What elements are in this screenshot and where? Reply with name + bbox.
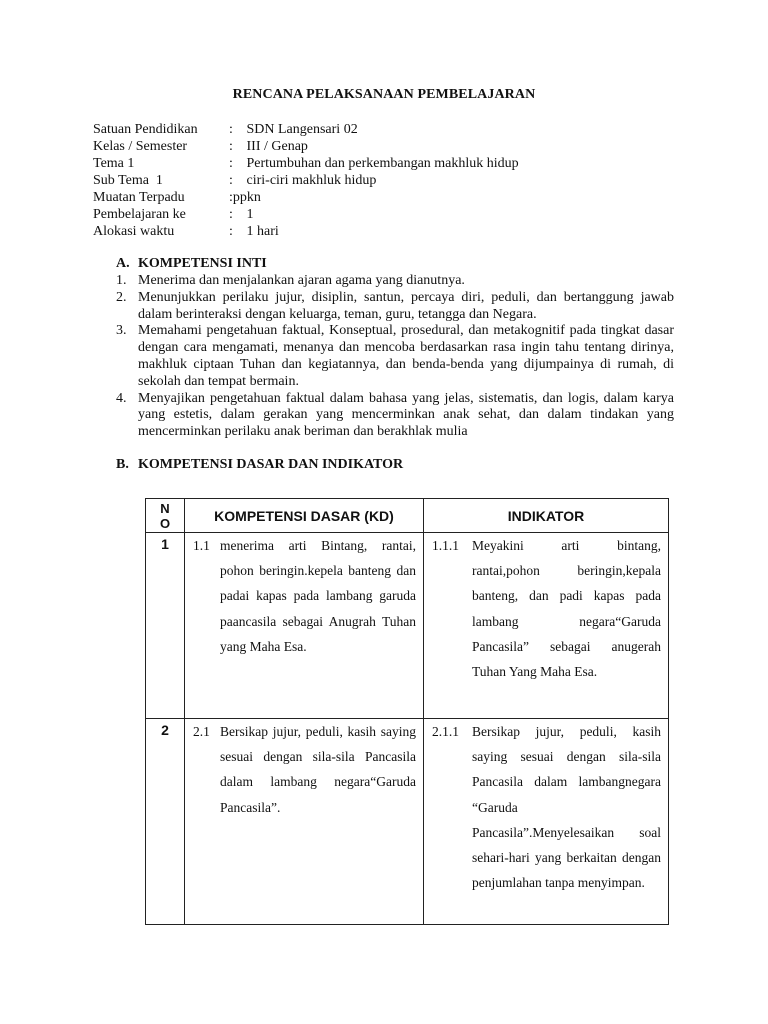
info-separator: : [229, 190, 233, 205]
section-title: KOMPETENSI DASAR DAN INDIKATOR [138, 457, 404, 472]
kd-cell [185, 719, 424, 925]
list-number: 1. [116, 273, 127, 288]
info-value: 1 [243, 207, 254, 222]
info-label: Alokasi waktu [93, 224, 175, 239]
info-value: Pertumbuhan dan perkembangan makhluk hidup [243, 156, 519, 171]
info-label: Sub Tema 1 [93, 173, 163, 188]
list-number: 4. [116, 390, 127, 406]
list-number: 3. [116, 323, 127, 339]
section-letter: B. [116, 457, 129, 472]
info-separator: : [229, 156, 233, 171]
info-label: Satuan Pendidikan [93, 122, 198, 137]
info-separator: : [229, 139, 233, 154]
info-separator: : [229, 122, 233, 137]
column-header-no [146, 499, 185, 533]
info-block [93, 121, 519, 240]
info-separator: : [229, 173, 233, 188]
list-text: Menyajikan pengetahuan faktual dalam bahasa yang jelas, sistematis, dan logis, dalam karya yang estetis, dalam gerakan yang mencerminkan anak sehat, dan dalam tindakan yang mencerminkan perilaku anak beriman dan berakhlak mulia [138, 390, 674, 440]
kd-text: menerima arti Bintang, rantai, pohon beringin.kepela banteng dan padai kapas pada lambang garuda paancasila sebagai Anugrah Tuhan yang Maha Esa. [220, 538, 416, 654]
info-label: Pembelajaran ke [93, 207, 186, 222]
indikator-number: 2.1.1 [432, 724, 459, 739]
section-letter: A. [116, 256, 130, 271]
info-row-satuan [93, 121, 519, 138]
kd-number: 1.1 [193, 538, 210, 553]
info-separator: : [229, 224, 233, 239]
indikator-cell [424, 719, 669, 925]
list-number: 2. [116, 289, 127, 305]
info-value: ppkn [232, 190, 261, 205]
list-item [116, 290, 674, 324]
column-header-indikator: INDIKATOR [424, 499, 669, 533]
kd-cell [185, 533, 424, 719]
info-row-kelas [93, 138, 519, 155]
indikator-number: 1.1.1 [432, 538, 459, 553]
info-value: III / Genap [243, 139, 308, 154]
info-separator: : [229, 207, 233, 222]
info-value: ciri-ciri makhluk hidup [243, 173, 377, 188]
kd-text: Bersikap jujur, peduli, kasih saying sesuai dengan sila-sila Pancasila dalam lambang negara“Garuda Pancasila”. [220, 724, 416, 815]
info-row-muatan [93, 189, 519, 206]
info-row-pembelajaran [93, 206, 519, 223]
kd-indikator-table [145, 498, 669, 925]
row-number: 2 [146, 719, 185, 925]
info-row-subtema [93, 172, 519, 189]
list-item [116, 323, 674, 390]
column-header-kd: KOMPETENSI DASAR (KD) [185, 499, 424, 533]
info-value: SDN Langensari 02 [243, 122, 358, 137]
info-row-tema [93, 155, 519, 172]
section-title: KOMPETENSI INTI [138, 256, 267, 271]
document-title: RENCANA PELAKSANAAN PEMBELAJARAN [232, 87, 536, 102]
list-item [116, 273, 674, 290]
row-number: 1 [146, 533, 185, 719]
info-row-alokasi [93, 223, 519, 240]
section-b-heading [116, 457, 403, 473]
list-text: Menunjukkan perilaku jujur, disiplin, santun, percaya diri, peduli, dan bertanggung jawab dalam berinteraksi dengan keluarga, teman, guru, tetangga dan Negara. [138, 289, 674, 322]
info-label: Kelas / Semester [93, 139, 188, 154]
table-row [146, 533, 669, 719]
list-text: Memahami pengetahuan faktual, Konseptual, prosedural, dan metakognitif pada tingkat dasar dengan cara mengamati, menanya dan mencoba berdasarkan rasa ingin tahu tentang dirinya, makhluk ciptaan Tuhan dan kegiatannya, dan benda-benda yang dijumpainya di rumah, di sekolah dan tempat bermain. [138, 323, 674, 389]
kompetensi-inti-list [116, 273, 674, 441]
list-text: Menerima dan menjalankan ajaran agama yang dianutnya. [138, 273, 465, 288]
info-label: Muatan Terpadu [93, 190, 185, 205]
header-no-line2: O [159, 515, 171, 531]
list-item [116, 391, 674, 441]
info-label: Tema 1 [93, 156, 135, 171]
table-header-row [146, 499, 669, 533]
section-a-heading [116, 256, 267, 272]
indikator-text: Bersikap jujur, peduli, kasih saying sesuai dengan sila-sila Pancasila dalam lambangnegara “Garuda Pancasila”.Menyelesaikan soal sehari-hari yang berkaitan dengan penjumlahan tanpa menyimpan. [472, 724, 661, 891]
indikator-cell [424, 533, 669, 719]
info-value: 1 hari [243, 224, 279, 239]
table-row [146, 719, 669, 925]
kd-number: 2.1 [193, 724, 210, 739]
header-no-line1: N [160, 500, 170, 516]
indikator-text: Meyakini arti bintang, rantai,pohon beringin,kepala banteng, dan padi kapas pada lambang negara“Garuda Pancasila” sebagai anugerah Tuhan Yang Maha Esa. [472, 538, 661, 680]
